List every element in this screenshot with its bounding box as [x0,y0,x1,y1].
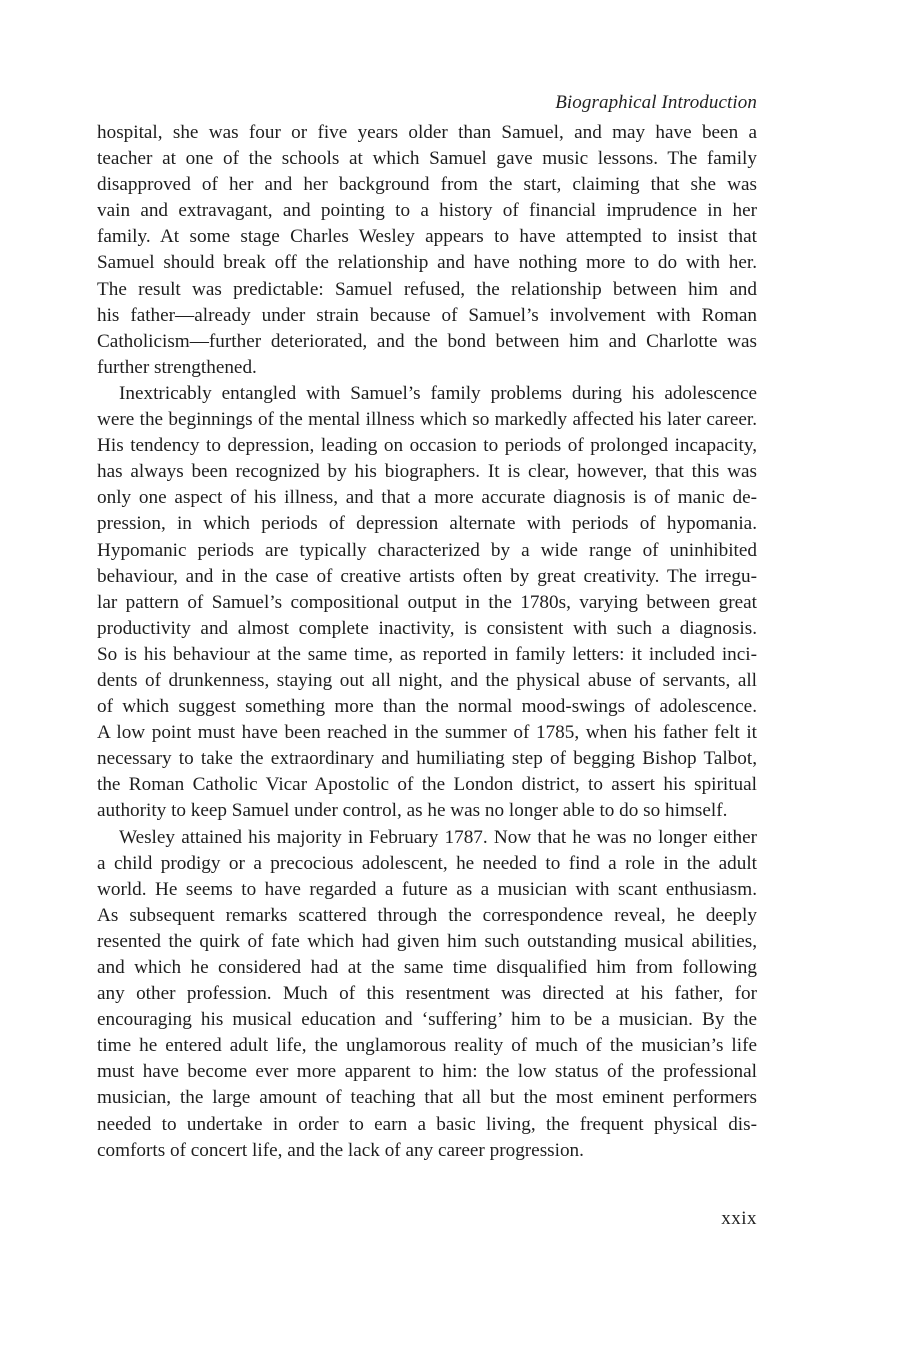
text-line: His tendency to depression, leading on occasion to periods of prolonged incapacity, [97,435,757,457]
text-line: teacher at one of the schools at which Samuel gave music lessons. The family [97,148,757,170]
text-line: The result was predictable: Samuel refused, the relationship between him and [97,278,757,300]
text-line: lar pattern of Samuel’s compositional output in the 1780s, varying between great [97,591,757,613]
paragraph-2 [97,381,757,825]
paragraph-1 [97,120,757,381]
text-line: hospital, she was four or five years older than Samuel, and may have been a [97,122,757,143]
text-line: comforts of concert life, and the lack of any career progression. [97,1139,584,1161]
text-line: So is his behaviour at the same time, as reported in family letters: it included inci- [97,643,757,665]
text-line: encouraging his musical education and ‘suffering’ him to be a musician. By the [97,1009,757,1031]
text-line: and which he considered had at the same time disqualified him from following [97,957,757,978]
text-line: A low point must have been reached in the summer of 1785, when his father felt it [97,722,757,744]
running-head: Biographical Introduction [555,92,757,113]
text-line: a child prodigy or a precocious adolescent, he needed to find a role in the adult [97,852,757,874]
text-line: world. He seems to have regarded a future as a musician with scant enthusiasm. [97,878,757,900]
text-line: must have become ever more apparent to him: the low status of the professional [97,1061,757,1083]
text-line: Hypomanic periods are typically characterized by a wide range of uninhibited [97,539,757,561]
text-line: productivity and almost complete inactivity, is consistent with such a diagnosis. [97,617,757,639]
text-line: Samuel should break off the relationship and have nothing more to do with her. [97,252,757,274]
text-line: Catholicism—further deteriorated, and the bond between him and Charlotte was [97,330,757,352]
text-line: dents of drunkenness, staying out all night, and the physical abuse of servants, all [97,669,757,691]
page-number: xxix [721,1208,757,1229]
text-line: As subsequent remarks scattered through the correspondence reveal, he deeply [97,904,757,926]
text-line: has always been recognized by his biographers. It is clear, however, that this was [97,461,757,483]
text-line: Inextricably entangled with Samuel’s family problems during his adolescence [119,382,757,404]
text-line: family. At some stage Charles Wesley appears to have attempted to insist that [97,226,757,248]
paragraph-3 [97,825,757,1164]
text-line: of which suggest something more than the normal mood-swings of adolescence. [97,696,757,718]
text-line: needed to undertake in order to earn a basic living, the frequent physical dis- [97,1113,757,1135]
text-line: the Roman Catholic Vicar Apostolic of the London district, to assert his spiritual [97,774,757,796]
text-line: only one aspect of his illness, and that a more accurate diagnosis is of manic de- [97,487,757,509]
text-line: his father—already under strain because of Samuel’s involvement with Roman [97,304,757,326]
text-line: time he entered adult life, the unglamorous reality of much of the musician’s life [97,1035,757,1057]
text-line: were the beginnings of the mental illness which so markedly affected his later career. [97,409,757,431]
text-line: vain and extravagant, and pointing to a history of financial imprudence in her [97,200,757,222]
text-line: musician, the large amount of teaching that all but the most eminent performers [97,1087,757,1109]
text-line: Wesley attained his majority in February 1787. Now that he was no longer either [119,826,757,848]
text-line: disapproved of her and her background from the start, claiming that she was [97,174,757,196]
text-line: necessary to take the extraordinary and humiliating step of begging Bishop Talbot, [97,748,757,770]
text-line: behaviour, and in the case of creative artists often by great creativity. The irregu- [97,565,757,587]
text-line: authority to keep Samuel under control, as he was no longer able to do so himself. [97,800,728,822]
text-line: further strengthened. [97,356,257,378]
text-line: any other profession. Much of this resentment was directed at his father, for [97,983,757,1005]
text-line: pression, in which periods of depression alternate with periods of hypomania. [97,513,757,535]
body-text [97,120,757,1164]
text-line: resented the quirk of fate which had given him such outstanding musical abilities, [97,930,757,952]
